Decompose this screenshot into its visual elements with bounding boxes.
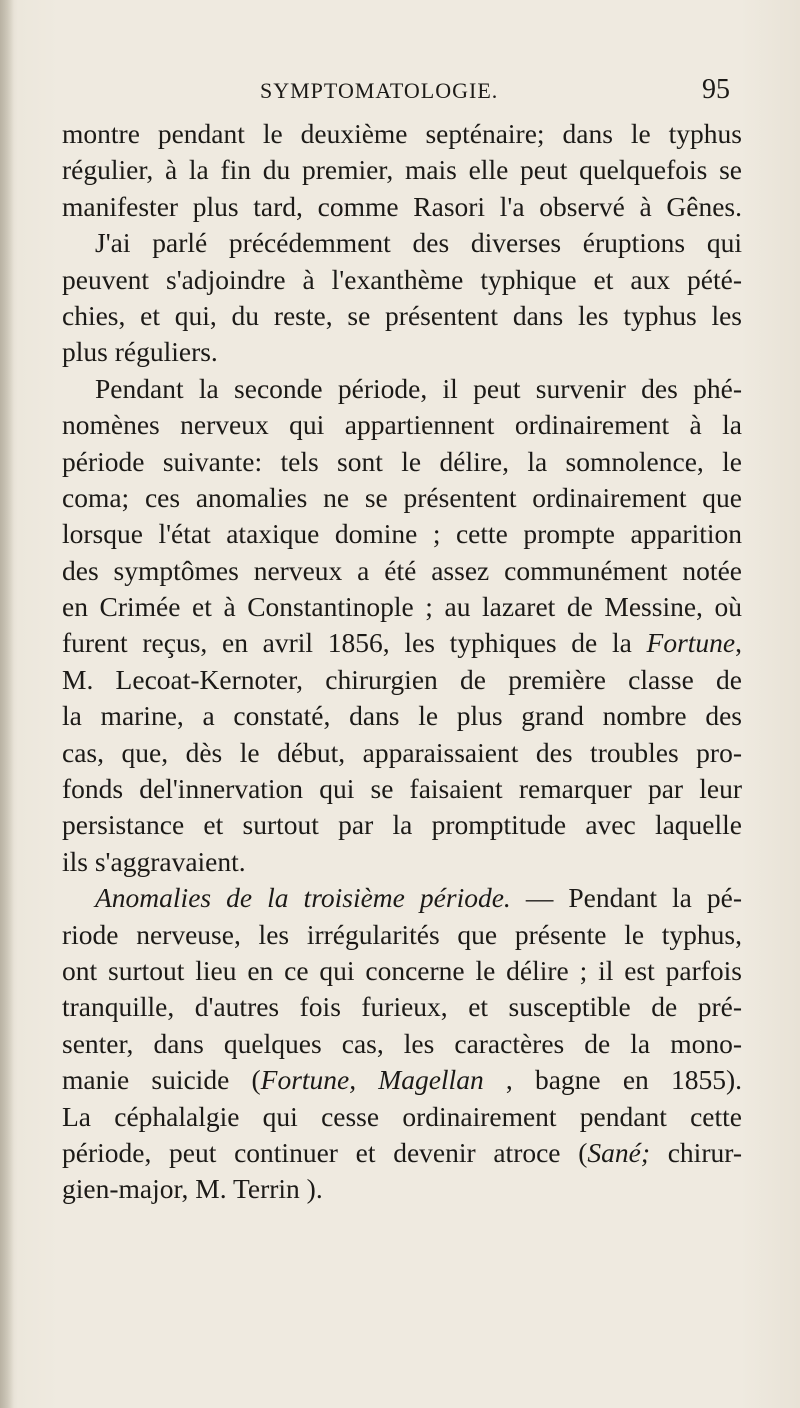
text-line: La céphalalgie qui cesse ordinairement pendant cette bbox=[62, 1100, 742, 1132]
text-line: coma; ces anomalies ne se présentent ordinairement que bbox=[62, 481, 742, 513]
text-line: cas, que, dès le début, apparaissaient des troubles pro- bbox=[62, 736, 742, 768]
paragraph-start-line: J'ai parlé précédemment des diverses éruptions qui bbox=[95, 227, 742, 259]
text-line: lorsque l'état ataxique domine ; cette prompte apparition bbox=[62, 518, 742, 550]
italic-ship-name: Sané; bbox=[587, 1136, 651, 1168]
text-line: en Crimée et à Constantinople ; au lazaret de Messine, où bbox=[62, 591, 742, 623]
text-line: senter, dans quelques cas, les caractères de la mono- bbox=[62, 1027, 742, 1059]
text-line: peuvent s'adjoindre à l'exanthème typhique et aux pété- bbox=[62, 263, 742, 295]
paragraph-end-line: ils s'aggravaient. bbox=[62, 845, 246, 877]
text-line: nomènes nerveux qui appartiennent ordinairement à la bbox=[62, 409, 742, 441]
text-line: manie suicide (Fortune, Magellan , bagne en 1855). bbox=[62, 1064, 743, 1096]
text-line: montre pendant le deuxième septénaire; dans le typhus bbox=[62, 118, 742, 149]
text-line: tranquille, d'autres fois furieux, et susceptible de pré- bbox=[62, 991, 742, 1023]
text-line: la marine, a constaté, dans le plus grand nombre des bbox=[62, 700, 742, 732]
italic-ship-name: Fortune bbox=[646, 627, 736, 659]
text-line: furent reçus, en avril 1856, les typhiques de la Fortune, bbox=[62, 627, 742, 659]
paragraph-start-line: Pendant la seconde période, il peut survenir des phé- bbox=[95, 372, 742, 404]
body-text bbox=[62, 116, 742, 1208]
page-number: 95 bbox=[702, 74, 730, 105]
text-line: riode nerveuse, les irrégularités que présente le typhus, bbox=[62, 918, 742, 950]
text-line: régulier, à la fin du premier, mais elle peut quelquefois se bbox=[62, 154, 742, 186]
text-line: manifester plus tard, comme Rasori l'a observé à Gênes. bbox=[62, 190, 742, 222]
text-line: chies, et qui, du reste, se présentent dans les typhus les bbox=[62, 299, 742, 331]
text-line: période suivante: tels sont le délire, la somnolence, le bbox=[62, 445, 742, 477]
text-line: ont surtout lieu en ce qui concerne le délire ; il est parfois bbox=[62, 954, 742, 986]
section-heading: Anomalies de la troisième période. bbox=[95, 882, 511, 914]
spine-shadow bbox=[0, 0, 14, 1408]
paragraph-end-line: gien-major, M. Terrin ). bbox=[62, 1173, 323, 1205]
text-line: période, peut continuer et devenir atroce (Sané; chirur- bbox=[62, 1136, 742, 1168]
running-head: SYMPTOMATOLOGIE. bbox=[260, 78, 499, 103]
text-line: M. Lecoat-Kernoter, chirurgien de première classe de bbox=[62, 663, 742, 695]
text-line: persistance et surtout par la promptitude avec laquelle bbox=[62, 809, 742, 841]
text-line: des symptômes nerveux a été assez communément notée bbox=[62, 554, 742, 586]
italic-ship-names: Fortune, Magellan bbox=[260, 1064, 484, 1096]
section-heading-line: Anomalies de la troisième période. — Pendant la pé- bbox=[95, 882, 743, 914]
paragraph-end-line: plus réguliers. bbox=[62, 336, 218, 368]
text-line: fonds del'innervation qui se faisaient remarquer par leur bbox=[62, 773, 742, 805]
